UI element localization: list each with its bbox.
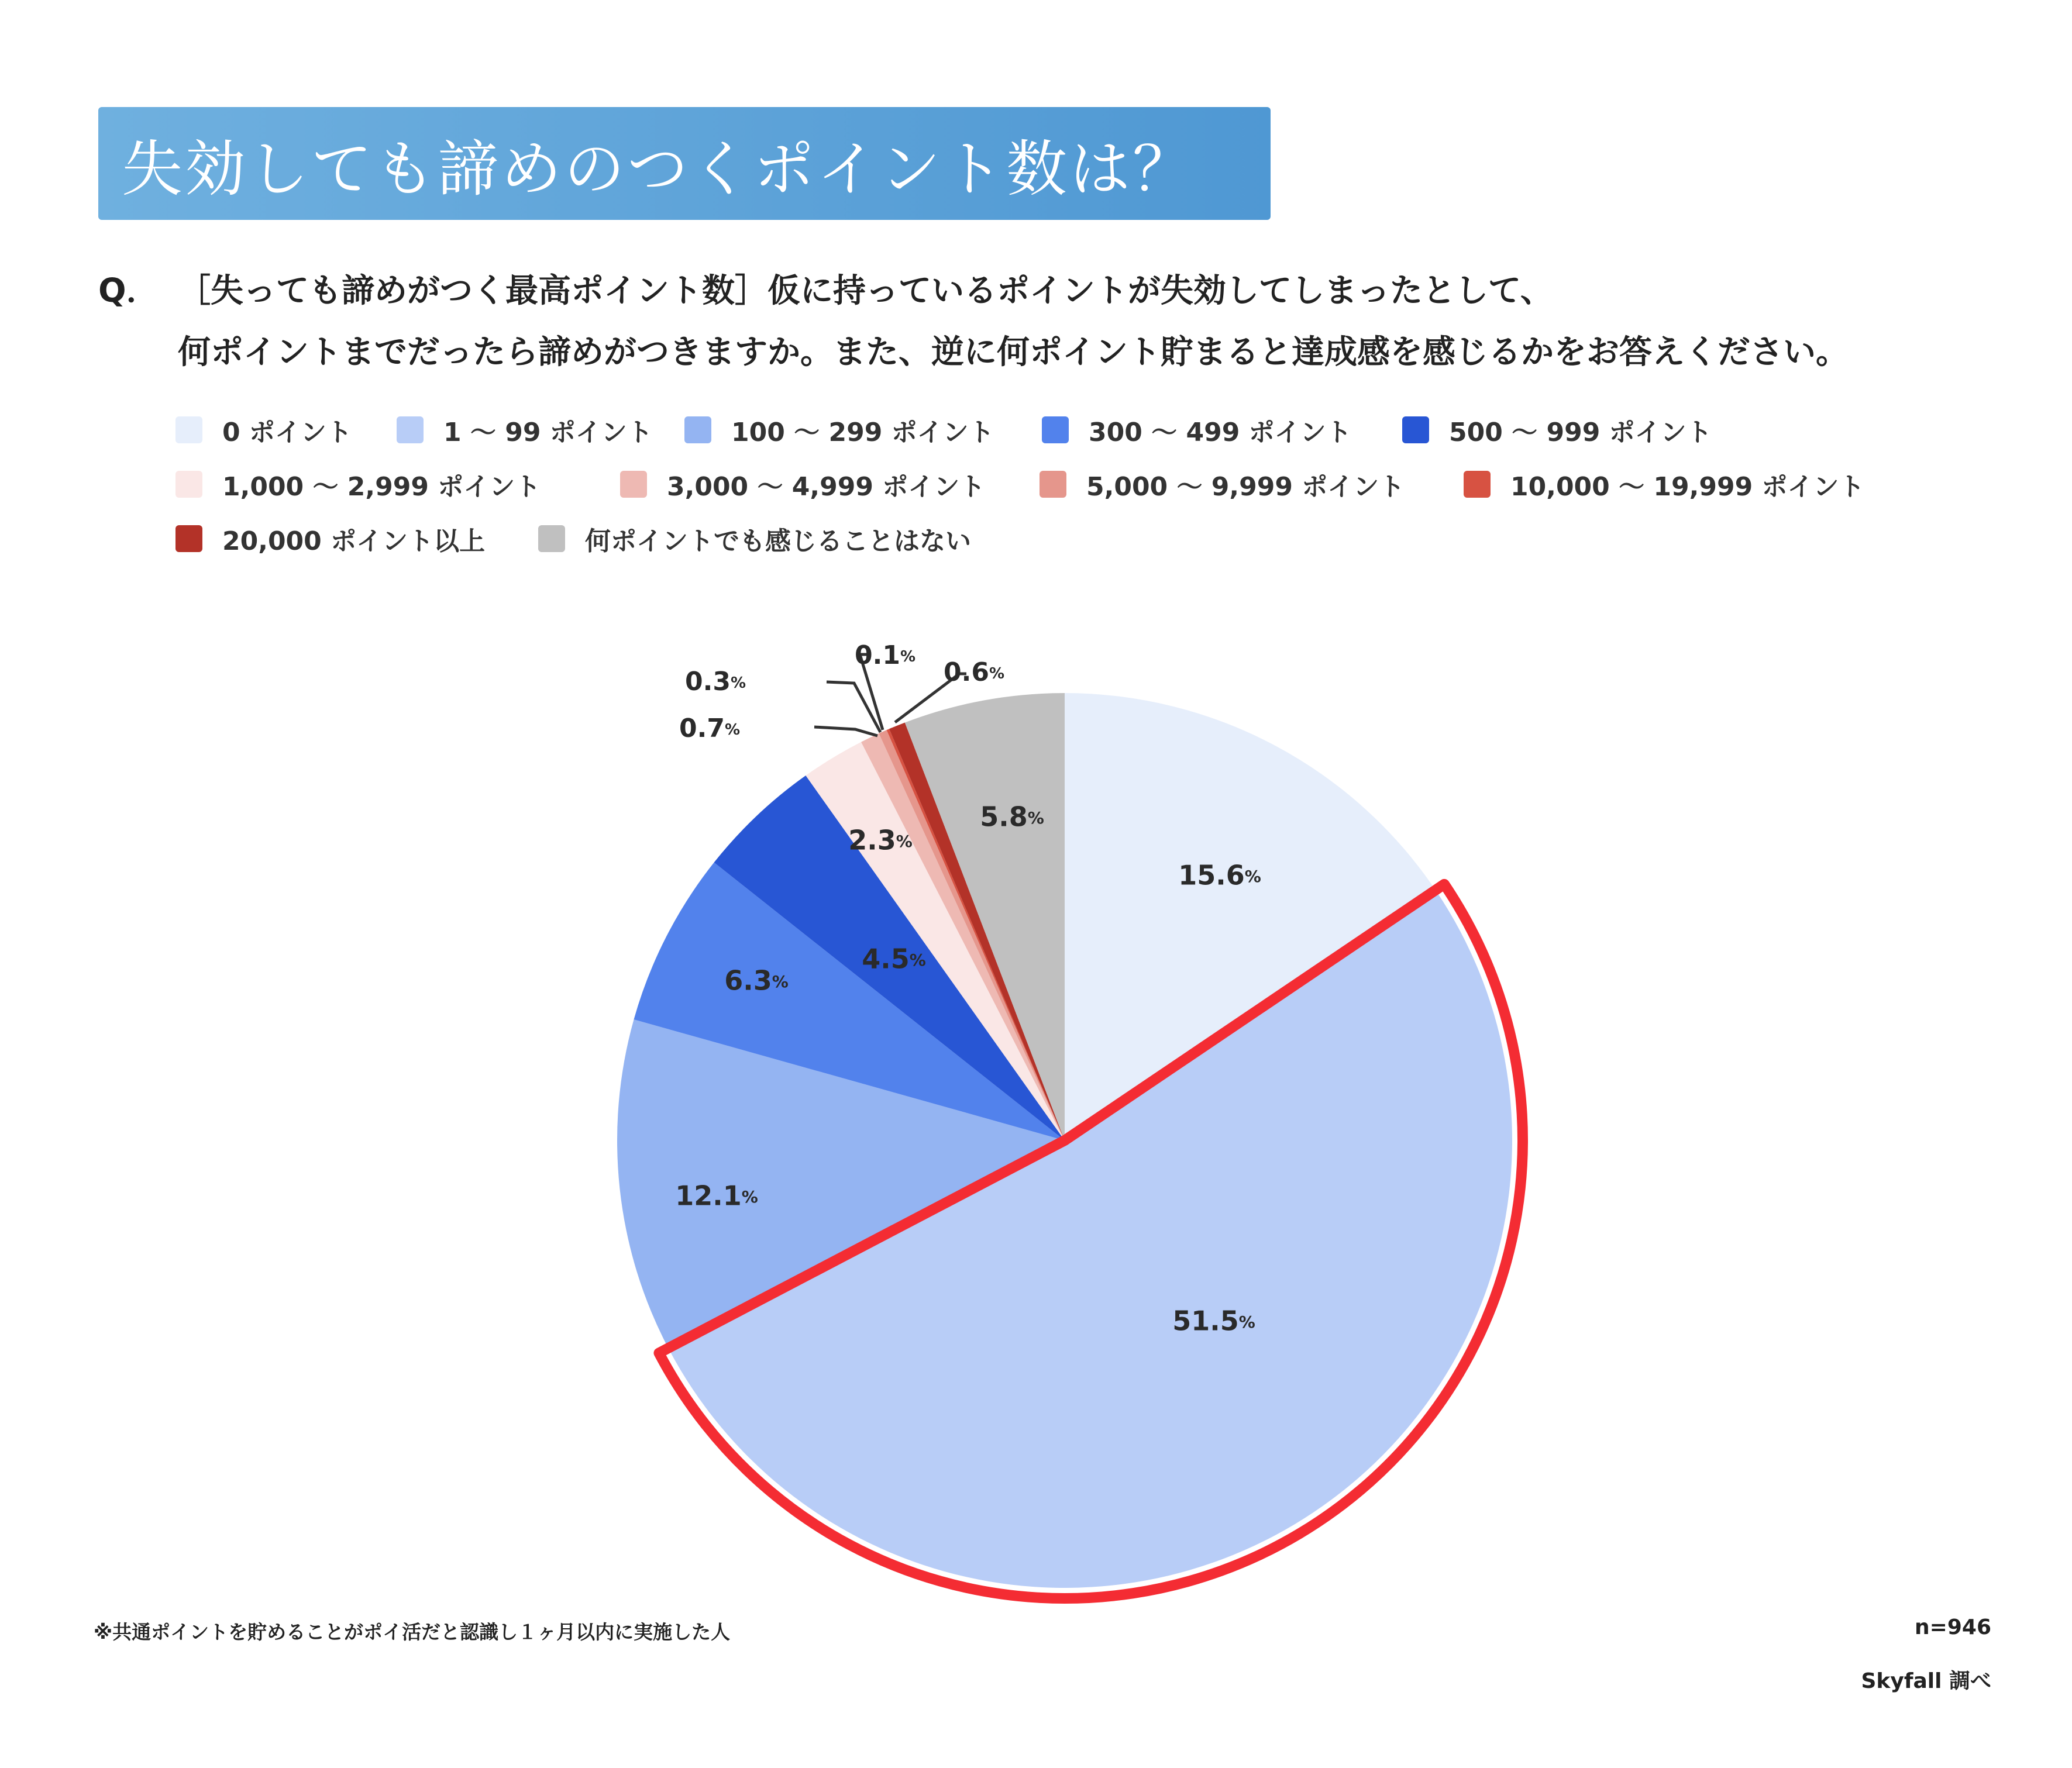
legend-label: 5,000 ～ 9,999 ポイント bbox=[1086, 472, 1405, 502]
question-text-1: ［失っても諦めがつく最高ポイント数］仮に持っているポイントが失効してしまったとして、 bbox=[178, 272, 1553, 310]
legend-label: 何ポイントでも感じることはない bbox=[585, 526, 971, 556]
slice-value-label: 0.7% bbox=[679, 714, 740, 743]
legend-label: 100 ～ 299 ポイント bbox=[731, 418, 994, 447]
legend-label: 20,000 ポイント以上 bbox=[222, 526, 486, 556]
footnote: ※共通ポイントを貯めることがポイ活だと認識し１ヶ月以内に実施した人 bbox=[94, 1621, 731, 1643]
slice-value-label: 15.6% bbox=[1178, 859, 1261, 891]
question-mark: Q． bbox=[98, 272, 159, 310]
question-text-2: 何ポイントまでだったら諦めがつきますか。また、逆に何ポイント貯まると達成感を感じるかをお答えください。 bbox=[178, 333, 1849, 371]
slice-value-label: 0.6% bbox=[943, 657, 1005, 687]
leader-line bbox=[827, 682, 880, 732]
slice-value-label: 2.3% bbox=[848, 824, 913, 856]
sample-size: n=946 bbox=[1915, 1615, 1991, 1639]
leader-line bbox=[814, 727, 877, 736]
slice-value-label: 51.5% bbox=[1172, 1305, 1255, 1337]
legend-label: 1,000 ～ 2,999 ポイント bbox=[222, 472, 541, 502]
source-credit: Skyfall 調べ bbox=[1861, 1669, 1991, 1693]
legend-label: 500 ～ 999 ポイント bbox=[1449, 418, 1712, 447]
legend-label: 300 ～ 499 ポイント bbox=[1089, 418, 1352, 447]
legend-label: 0 ポイント bbox=[222, 418, 352, 447]
chart-title: 失効しても諦めのつくポイント数は？ bbox=[122, 133, 1196, 205]
slice-value-label: 12.1% bbox=[675, 1180, 758, 1212]
legend-label: 10,000 ～ 19,999 ポイント bbox=[1510, 472, 1865, 502]
slice-value-label: 4.5% bbox=[862, 943, 926, 975]
slice-value-label: 5.8% bbox=[980, 801, 1044, 833]
slice-value-label: 0.3% bbox=[684, 667, 746, 697]
slice-value-label: 0.1% bbox=[854, 640, 916, 670]
legend-label: 3,000 ～ 4,999 ポイント bbox=[667, 472, 986, 502]
slice-value-label: 6.3% bbox=[724, 964, 789, 997]
legend-label: 1 ～ 99 ポイント bbox=[443, 418, 653, 447]
